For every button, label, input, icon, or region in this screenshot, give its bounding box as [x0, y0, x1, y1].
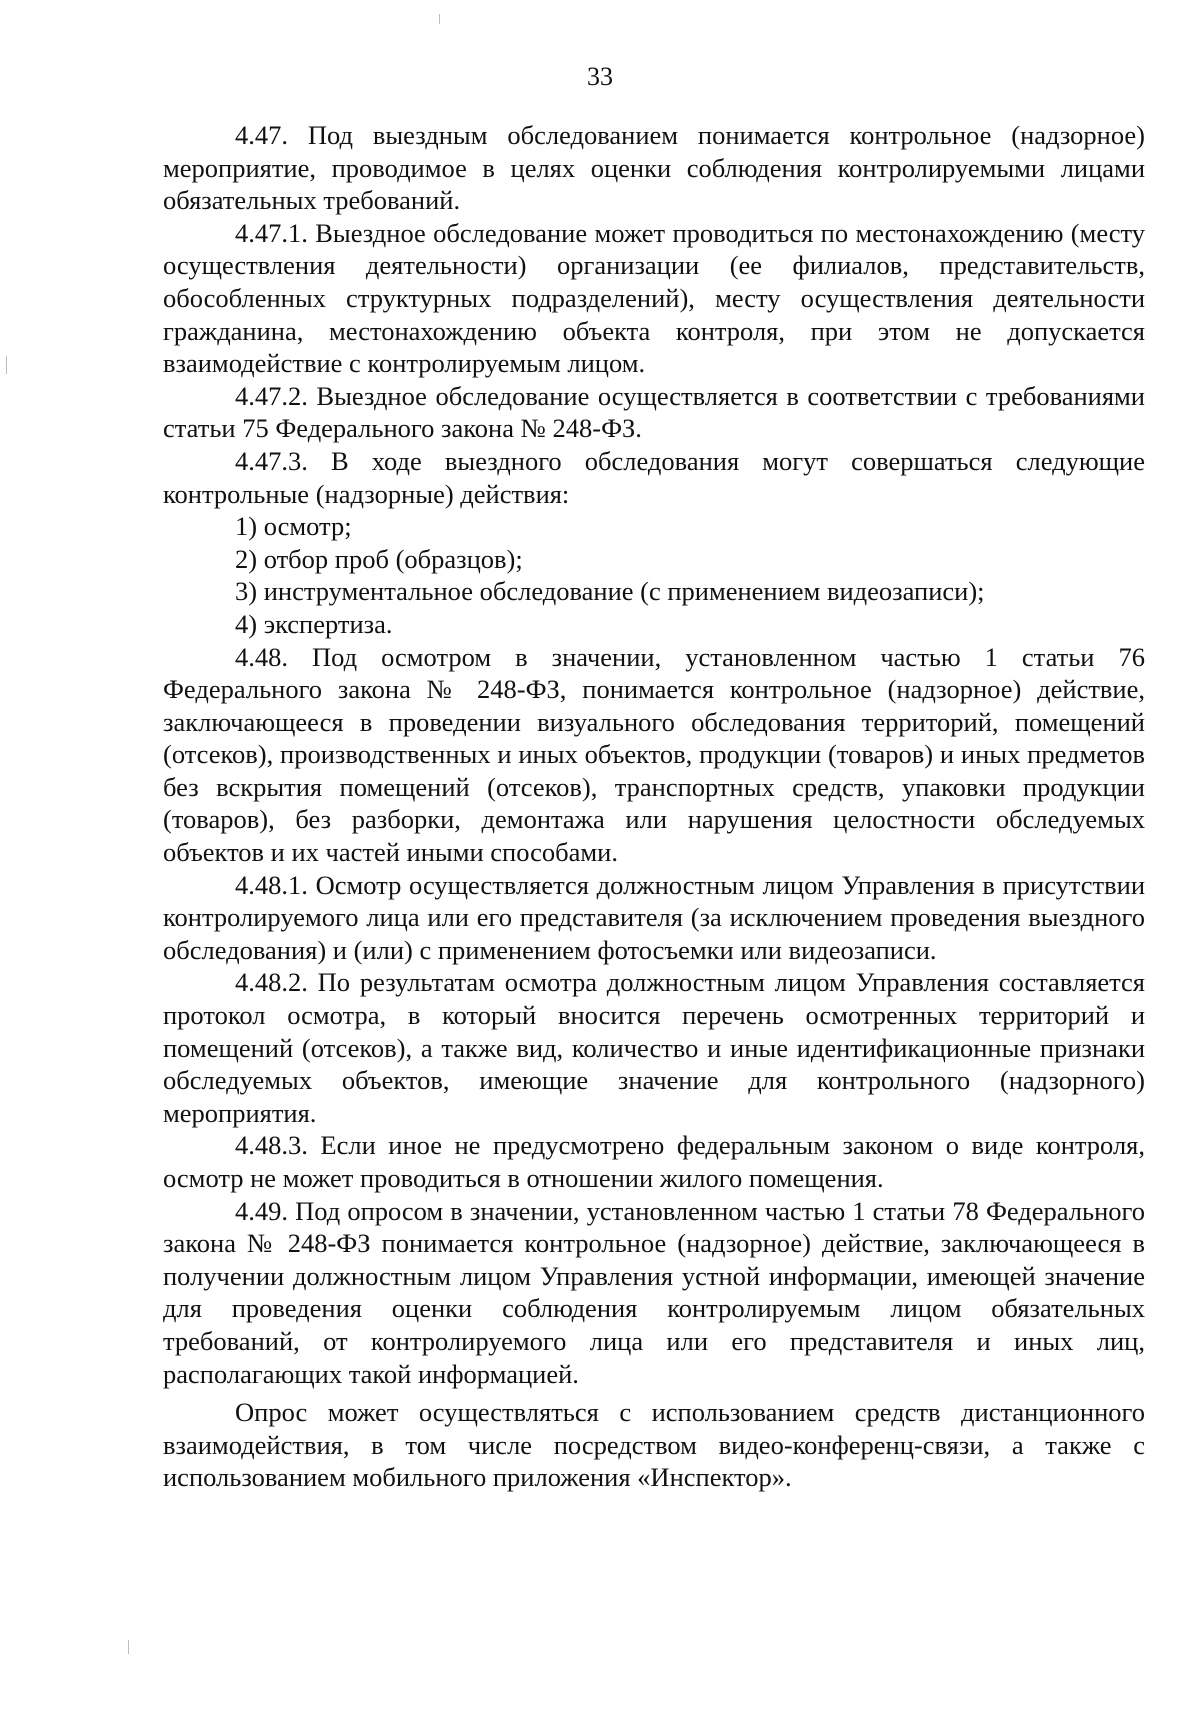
list-item: 1) осмотр;: [235, 511, 352, 542]
paragraph-4-47: 4.47. Под выездным обследованием понимается контрольное (надзорное) мероприятие, проводимое в целях оценки соблюдения контролируемыми лицами обязательных требований.: [163, 120, 1145, 216]
page-number: 33: [587, 62, 613, 91]
paragraph-4-48-2: 4.48.2. По результатам осмотра должностным лицом Управления составляется протокол осмотра, в который вносится перечень осмотренных территорий и помещений (отсеков), а также вид, количество и иные идентификационные признаки обследуемых объектов, имеющие значение для контрольного (надзорного) мероприятия.: [163, 967, 1145, 1128]
scan-artifact-bottom-left: [128, 1640, 129, 1654]
paragraph-4-47-1: 4.47.1. Выездное обследование может проводиться по местонахождению (месту осуществления деятельности) организации (ее филиалов, представительств, обособленных структурных подразделений), месту осуществления деятельности гражданина, местонахождению объекта контроля, при этом не допускается взаимодействие с контролируемым лицом.: [163, 217, 1145, 379]
scan-artifact-left: [6, 356, 7, 374]
scan-artifact-top: [439, 14, 440, 24]
paragraph-4-47-3: 4.47.3. В ходе выездного обследования могут совершаться следующие контрольные (надзорные) действия:: [163, 445, 1145, 509]
paragraph-4-49: 4.49. Под опросом в значении, установленном частью 1 статьи 78 Федерального закона № 248-ФЗ понимается контрольное (надзорное) действие, заключающееся в получении должностным лицом Управления устной информации, имеющей значение для проведения оценки соблюдения контролируемым лицом обязательных требований, от контролируемого лица или его представителя и иных лиц, располагающих такой информацией.: [163, 1195, 1145, 1389]
paragraph-4-48-1: 4.48.1. Осмотр осуществляется должностным лицом Управления в присутствии контролируемого лица или его представителя (за исключением проведения выездного обследования) и (или) с применением фотосъемки или видеозаписи.: [163, 869, 1145, 965]
document-body: [163, 119, 1145, 1494]
paragraph-4-48-3: 4.48.3. Если иное не предусмотрено федеральным законом о виде контроля, осмотр не может проводиться в отношении жилого помещения.: [163, 1130, 1145, 1193]
paragraph-remote-interview: Опрос может осуществляться с использованием средств дистанционного взаимодействия, в том числе посредством видео-конференц-связи, а также с использованием мобильного приложения «Инспектор».: [163, 1397, 1145, 1493]
paragraph-4-48: 4.48. Под осмотром в значении, установленном частью 1 статьи 76 Федерального закона № 248-ФЗ, понимается контрольное (надзорное) действие, заключающееся в проведении визуального обследования территорий, помещений (отсеков), производственных и иных объектов, продукции (товаров) и иных предметов без вскрытия помещений (отсеков), транспортных средств, упаковки продукции (товаров), без разборки, демонтажа или нарушения целостности обследуемых объектов и их частей иными способами.: [163, 641, 1145, 868]
list-item: 4) экспертиза.: [235, 608, 393, 639]
list-item: 2) отбор проб (образцов);: [235, 543, 523, 574]
list-item: 3) инструментальное обследование (с применением видеозаписи);: [235, 576, 985, 607]
paragraph-4-47-2: 4.47.2. Выездное обследование осуществляется в соответствии с требованиями статьи 75 Федерального закона № 248-ФЗ.: [163, 380, 1145, 444]
